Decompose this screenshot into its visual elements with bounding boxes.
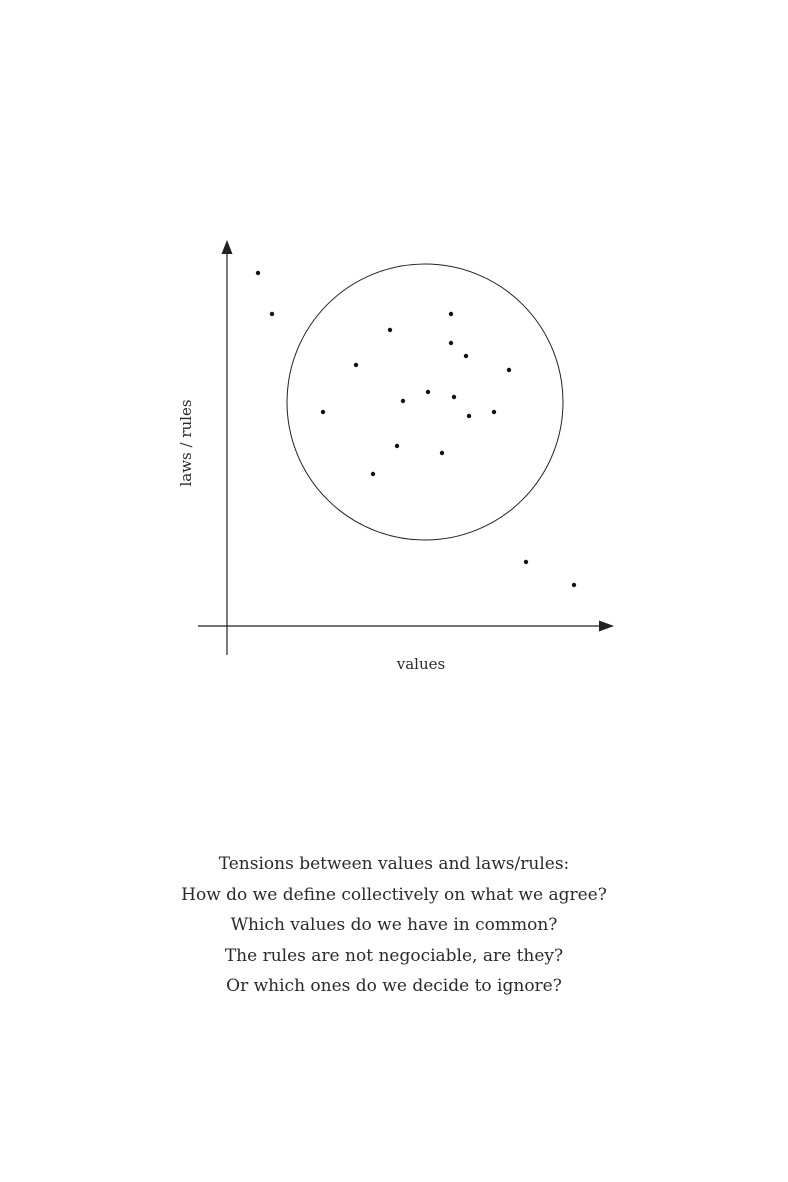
inner-point [395,444,399,448]
x-axis-arrowhead [599,621,614,632]
outlier-point [524,560,528,564]
inner-point [452,395,456,399]
inner-point [401,399,405,403]
caption-block [0,849,788,1002]
inner-point [464,354,468,358]
x-axis-label: values [396,655,446,673]
caption-line-5: Or which ones do we decide to ignore? [226,976,562,997]
y-axis-label: laws / rules [177,399,195,487]
outlier-point [270,312,274,316]
inner-point [507,368,511,372]
inner-point [388,328,392,332]
outlier-point [256,271,260,275]
common-ground-circle [287,264,563,540]
inner-point [449,341,453,345]
caption-line-4: The rules are not negociable, are they? [224,945,564,966]
caption-line-1: Tensions between values and laws/rules: [218,854,570,874]
inner-point [354,363,358,367]
inner-point [426,390,430,394]
y-axis-arrowhead [222,240,233,254]
inner-point [449,312,453,316]
inner-point [371,472,375,476]
caption-line-2: How do we define collectively on what we agree? [181,884,607,905]
outlier-point [572,583,576,587]
inner-point [321,410,325,414]
caption-line-3: Which values do we have in common? [230,915,558,936]
inner-point [492,410,496,414]
inner-point [467,414,471,418]
inner-point [440,451,444,455]
